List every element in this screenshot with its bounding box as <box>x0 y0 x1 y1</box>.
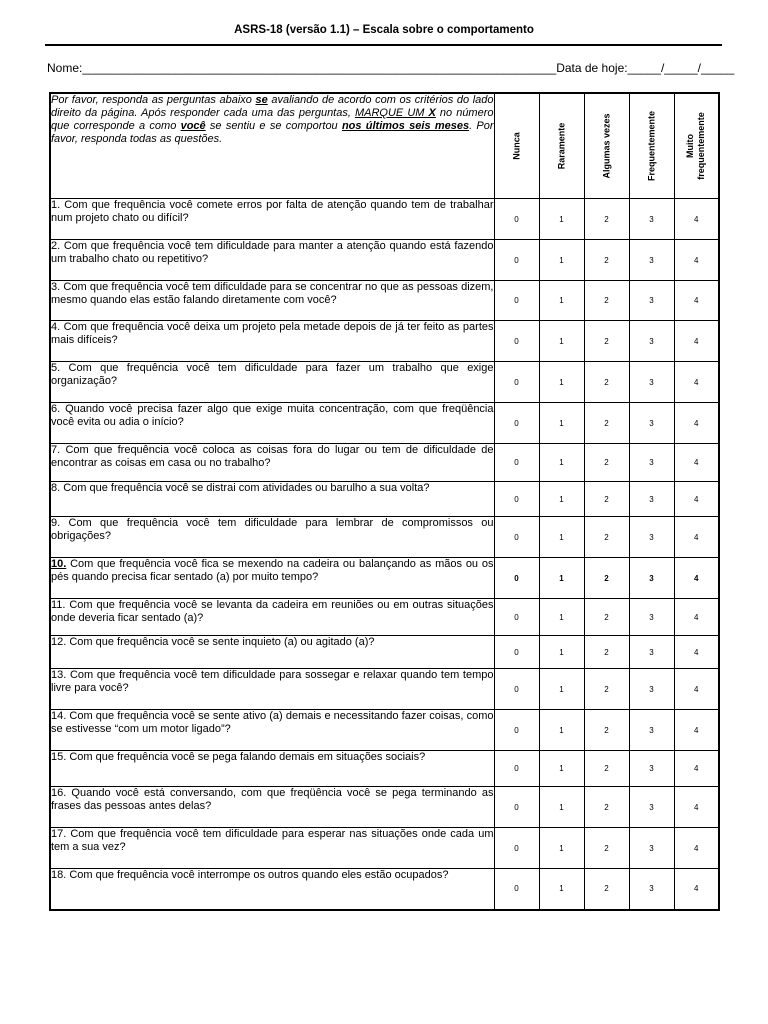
answer-option-14-1[interactable]: 1 <box>539 710 584 751</box>
question-text-18: 18. Com que frequência você interrompe os outros quando eles estão ocupados? <box>50 869 494 910</box>
answer-option-11-1[interactable]: 1 <box>539 599 584 636</box>
answer-option-13-4[interactable]: 4 <box>674 669 719 710</box>
answer-option-3-0[interactable]: 0 <box>494 281 539 321</box>
answer-option-14-3[interactable]: 3 <box>629 710 674 751</box>
answer-option-18-0[interactable]: 0 <box>494 869 539 910</box>
answer-option-8-0[interactable]: 0 <box>494 482 539 517</box>
answer-option-16-0[interactable]: 0 <box>494 787 539 828</box>
question-row-5 <box>50 362 719 403</box>
answer-option-16-2[interactable]: 2 <box>584 787 629 828</box>
column-header-raramente: Raramente <box>539 93 584 199</box>
title-divider <box>45 44 722 46</box>
answer-option-7-0[interactable]: 0 <box>494 444 539 482</box>
answer-option-8-1[interactable]: 1 <box>539 482 584 517</box>
answer-option-6-4[interactable]: 4 <box>674 403 719 444</box>
question-row-9 <box>50 517 719 558</box>
question-row-13 <box>50 669 719 710</box>
page-title: ASRS-18 (versão 1.1) – Escala sobre o comportamento <box>234 24 534 36</box>
answer-option-4-2[interactable]: 2 <box>584 321 629 362</box>
answer-option-4-3[interactable]: 3 <box>629 321 674 362</box>
question-row-18 <box>50 869 719 910</box>
answer-option-18-1[interactable]: 1 <box>539 869 584 910</box>
answer-option-17-4[interactable]: 4 <box>674 828 719 869</box>
answer-option-16-1[interactable]: 1 <box>539 787 584 828</box>
answer-option-6-3[interactable]: 3 <box>629 403 674 444</box>
question-text-3: 3. Com que frequência você tem dificuldade para se concentrar no que as pessoas dizem, mesmo quando elas estão falando diretamente com você? <box>50 281 494 321</box>
answer-option-10-2[interactable]: 2 <box>584 558 629 599</box>
answer-option-4-1[interactable]: 1 <box>539 321 584 362</box>
answer-option-2-0[interactable]: 0 <box>494 240 539 281</box>
answer-option-11-2[interactable]: 2 <box>584 599 629 636</box>
answer-option-6-0[interactable]: 0 <box>494 403 539 444</box>
question-row-16 <box>50 787 719 828</box>
question-row-4 <box>50 321 719 362</box>
answer-option-15-3[interactable]: 3 <box>629 751 674 787</box>
answer-option-12-1[interactable]: 1 <box>539 636 584 669</box>
answer-option-17-1[interactable]: 1 <box>539 828 584 869</box>
column-header-frequentemente: Frequentemente <box>629 93 674 199</box>
answer-option-7-1[interactable]: 1 <box>539 444 584 482</box>
answer-option-5-1[interactable]: 1 <box>539 362 584 403</box>
answer-option-13-0[interactable]: 0 <box>494 669 539 710</box>
question-text-16: 16. Quando você está conversando, com que freqüência você se pega terminando as frases das pessoas antes delas? <box>50 787 494 828</box>
answer-option-18-2[interactable]: 2 <box>584 869 629 910</box>
answer-option-12-4[interactable]: 4 <box>674 636 719 669</box>
question-row-2 <box>50 240 719 281</box>
column-header-nunca: Nunca <box>494 93 539 199</box>
answer-option-14-4[interactable]: 4 <box>674 710 719 751</box>
answer-option-12-0[interactable]: 0 <box>494 636 539 669</box>
answer-option-4-0[interactable]: 0 <box>494 321 539 362</box>
answer-option-10-3[interactable]: 3 <box>629 558 674 599</box>
answer-option-18-4[interactable]: 4 <box>674 869 719 910</box>
answer-option-3-4[interactable]: 4 <box>674 281 719 321</box>
answer-option-5-3[interactable]: 3 <box>629 362 674 403</box>
answer-option-2-2[interactable]: 2 <box>584 240 629 281</box>
answer-option-12-3[interactable]: 3 <box>629 636 674 669</box>
question-text-12: 12. Com que frequência você se sente inquieto (a) ou agitado (a)? <box>50 636 494 669</box>
question-row-14 <box>50 710 719 751</box>
question-text-10: 10. Com que frequência você fica se mexendo na cadeira ou balançando as mãos ou os pés quando precisa ficar sentado (a) por muito tempo? <box>50 558 494 599</box>
answer-option-8-2[interactable]: 2 <box>584 482 629 517</box>
question-text-7: 7. Com que frequência você coloca as coisas fora do lugar ou tem de dificuldade de encontrar as coisas em casa ou no trabalho? <box>50 444 494 482</box>
question-text-4: 4. Com que frequência você deixa um projeto pela metade depois de já ter feito as partes mais difíceis? <box>50 321 494 362</box>
question-row-1 <box>50 199 719 240</box>
answer-option-18-3[interactable]: 3 <box>629 869 674 910</box>
header-row <box>50 93 719 199</box>
answer-option-13-1[interactable]: 1 <box>539 669 584 710</box>
answer-option-3-1[interactable]: 1 <box>539 281 584 321</box>
answer-option-16-4[interactable]: 4 <box>674 787 719 828</box>
question-text-15: 15. Com que frequência você se pega falando demais em situações sociais? <box>50 751 494 787</box>
question-row-3 <box>50 281 719 321</box>
instructions-text: Por favor, responda as perguntas abaixo se avaliando de acordo com os critérios do lado direito da página. Após responder cada uma das perguntas, MARQUE UM X no número que corresponde a como você se sentiu e se comportou nos últimos seis meses. Por favor, responda todas as questões. <box>50 93 494 199</box>
answer-option-17-3[interactable]: 3 <box>629 828 674 869</box>
answer-option-3-2[interactable]: 2 <box>584 281 629 321</box>
answer-option-7-3[interactable]: 3 <box>629 444 674 482</box>
question-text-9: 9. Com que frequência você tem dificuldade para lembrar de compromissos ou obrigações? <box>50 517 494 558</box>
question-row-6 <box>50 403 719 444</box>
question-text-11: 11. Com que frequência você se levanta da cadeira em reuniões ou em outras situações onde deveria ficar sentado (a)? <box>50 599 494 636</box>
answer-option-15-4[interactable]: 4 <box>674 751 719 787</box>
question-text-14: 14. Com que frequência você se sente ativo (a) demais e necessitando fazer coisas, como se estivesse “com um motor ligado”? <box>50 710 494 751</box>
answer-option-10-4[interactable]: 4 <box>674 558 719 599</box>
answer-option-14-0[interactable]: 0 <box>494 710 539 751</box>
answer-option-9-0[interactable]: 0 <box>494 517 539 558</box>
answer-option-9-2[interactable]: 2 <box>584 517 629 558</box>
answer-option-7-2[interactable]: 2 <box>584 444 629 482</box>
answer-option-7-4[interactable]: 4 <box>674 444 719 482</box>
answer-option-8-4[interactable]: 4 <box>674 482 719 517</box>
answer-option-2-4[interactable]: 4 <box>674 240 719 281</box>
answer-option-1-0[interactable]: 0 <box>494 199 539 240</box>
answer-option-2-3[interactable]: 3 <box>629 240 674 281</box>
answer-option-2-1[interactable]: 1 <box>539 240 584 281</box>
answer-option-5-0[interactable]: 0 <box>494 362 539 403</box>
answer-option-17-2[interactable]: 2 <box>584 828 629 869</box>
answer-option-12-2[interactable]: 2 <box>584 636 629 669</box>
column-header-algumas-vezes: Algumas vezes <box>584 93 629 199</box>
answer-option-10-0[interactable]: 0 <box>494 558 539 599</box>
date-field-label[interactable]: Data de hoje:_____/_____/_____ <box>556 61 735 75</box>
answer-option-17-0[interactable]: 0 <box>494 828 539 869</box>
answer-option-16-3[interactable]: 3 <box>629 787 674 828</box>
answer-option-3-3[interactable]: 3 <box>629 281 674 321</box>
answer-option-6-1[interactable]: 1 <box>539 403 584 444</box>
question-text-5: 5. Com que frequência você tem dificuldade para fazer um trabalho que exige organização? <box>50 362 494 403</box>
question-text-6: 6. Quando você precisa fazer algo que exige muita concentração, com que freqüência você evita ou adia o início? <box>50 403 494 444</box>
answer-option-11-0[interactable]: 0 <box>494 599 539 636</box>
answer-option-1-2[interactable]: 2 <box>584 199 629 240</box>
question-row-8 <box>50 482 719 517</box>
answer-option-4-4[interactable]: 4 <box>674 321 719 362</box>
question-row-11 <box>50 599 719 636</box>
answer-option-11-4[interactable]: 4 <box>674 599 719 636</box>
questionnaire-table <box>49 92 720 911</box>
answer-option-9-3[interactable]: 3 <box>629 517 674 558</box>
question-row-10 <box>50 558 719 599</box>
answer-option-13-3[interactable]: 3 <box>629 669 674 710</box>
answer-option-10-1[interactable]: 1 <box>539 558 584 599</box>
answer-option-1-4[interactable]: 4 <box>674 199 719 240</box>
answer-option-11-3[interactable]: 3 <box>629 599 674 636</box>
column-header-muito-frequentemente: Muito frequentemente <box>674 93 719 199</box>
question-row-12 <box>50 636 719 669</box>
questions-body <box>50 199 719 910</box>
answer-option-14-2[interactable]: 2 <box>584 710 629 751</box>
answer-option-5-4[interactable]: 4 <box>674 362 719 403</box>
answer-option-15-2[interactable]: 2 <box>584 751 629 787</box>
name-field-label[interactable]: Nome:_______________________________________________________________________ <box>47 61 557 75</box>
answer-option-1-1[interactable]: 1 <box>539 199 584 240</box>
answer-option-5-2[interactable]: 2 <box>584 362 629 403</box>
question-row-7 <box>50 444 719 482</box>
question-text-8: 8. Com que frequência você se distrai com atividades ou barulho a sua volta? <box>50 482 494 517</box>
answer-option-6-2[interactable]: 2 <box>584 403 629 444</box>
answer-option-9-1[interactable]: 1 <box>539 517 584 558</box>
question-text-1: 1. Com que frequência você comete erros por falta de atenção quando tem de trabalhar num projeto chato ou difícil? <box>50 199 494 240</box>
name-date-line <box>47 61 735 75</box>
question-text-2: 2. Com que frequência você tem dificuldade para manter a atenção quando está fazendo um trabalho chato ou repetitivo? <box>50 240 494 281</box>
answer-option-8-3[interactable]: 3 <box>629 482 674 517</box>
answer-option-1-3[interactable]: 3 <box>629 199 674 240</box>
answer-option-15-1[interactable]: 1 <box>539 751 584 787</box>
answer-option-15-0[interactable]: 0 <box>494 751 539 787</box>
question-text-13: 13. Com que frequência você tem dificuldade para sossegar e relaxar quando tem tempo livre para você? <box>50 669 494 710</box>
question-row-15 <box>50 751 719 787</box>
question-row-17 <box>50 828 719 869</box>
answer-option-13-2[interactable]: 2 <box>584 669 629 710</box>
question-text-17: 17. Com que frequência você tem dificuldade para esperar nas situações onde cada um tem a sua vez? <box>50 828 494 869</box>
answer-option-9-4[interactable]: 4 <box>674 517 719 558</box>
